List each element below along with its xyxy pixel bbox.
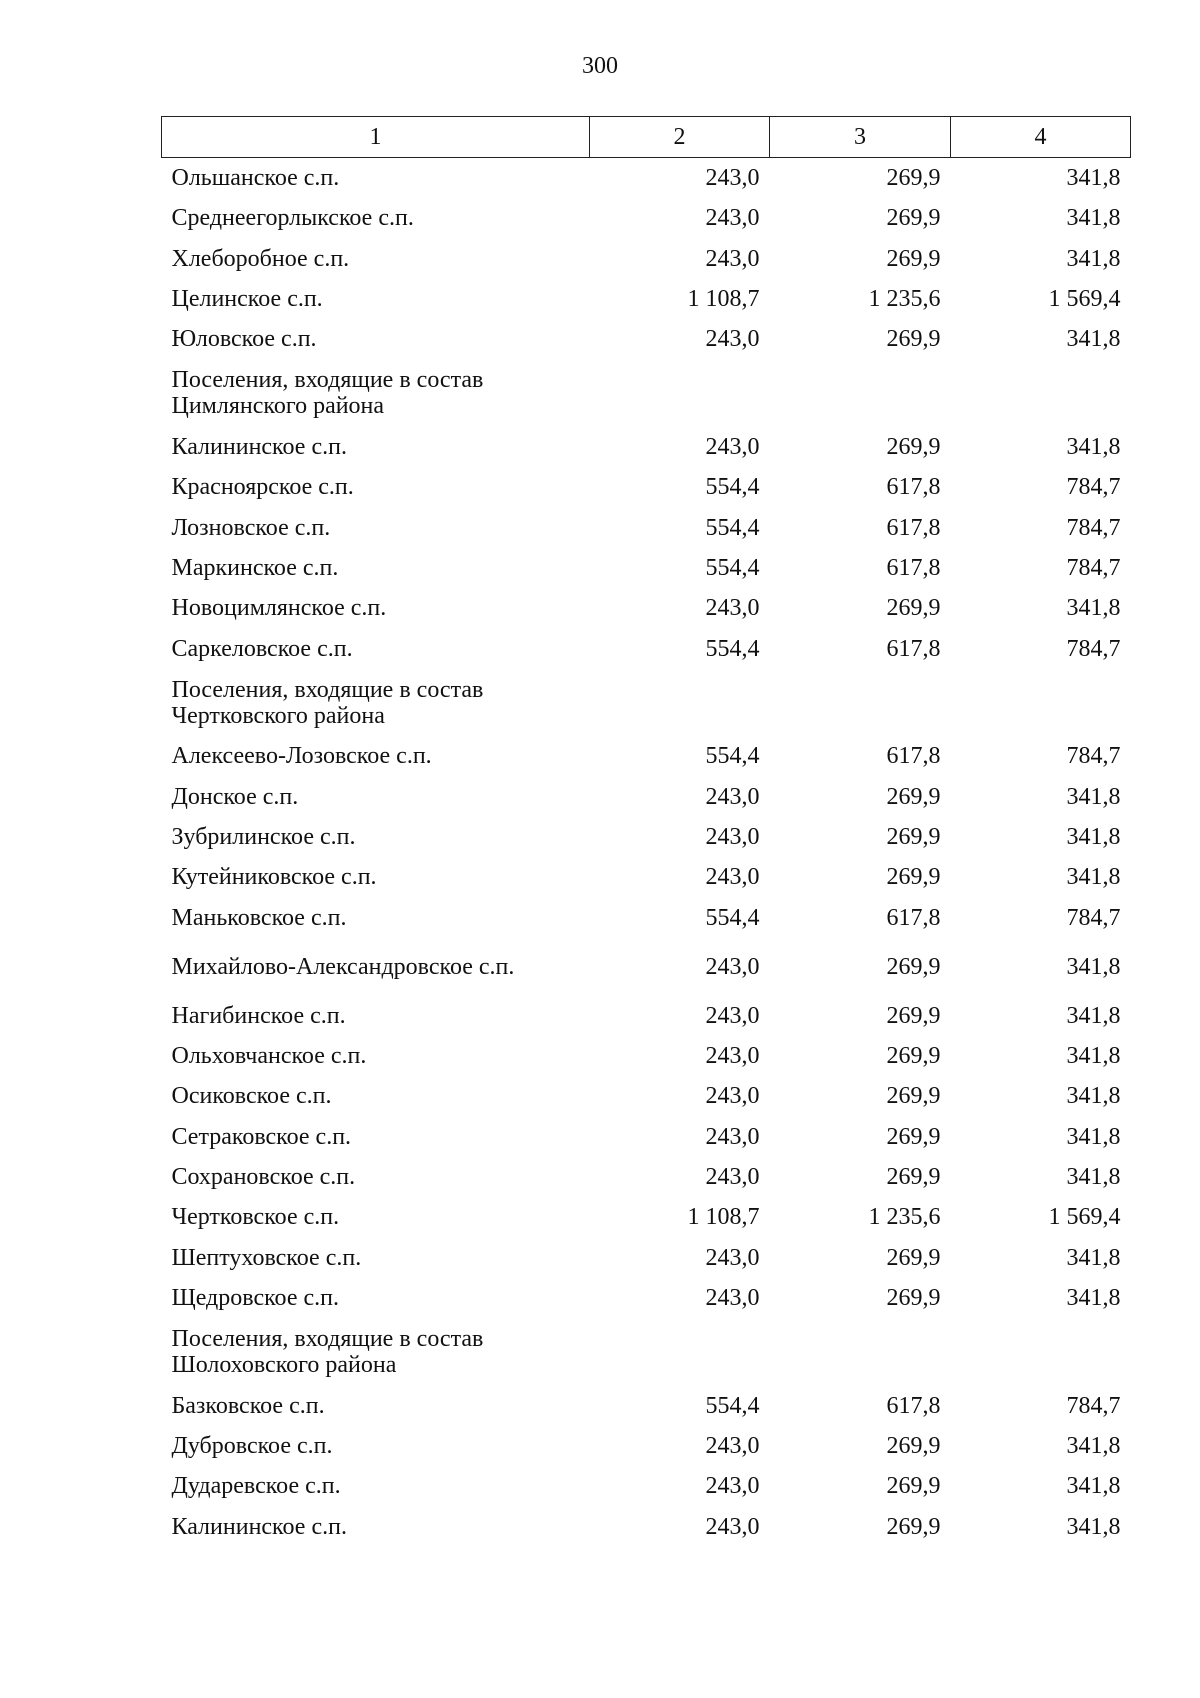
column-header-1: 1 — [162, 117, 590, 158]
value-column-2: 243,0 — [705, 1083, 760, 1110]
value-column-2: 243,0 — [705, 1164, 760, 1191]
value-column-2: 243,0 — [705, 595, 760, 622]
value-column-3: 1 235,6 — [868, 286, 941, 313]
table-row — [162, 158, 1131, 199]
value-column-3: 617,8 — [886, 635, 941, 662]
value-column-2: 243,0 — [705, 205, 760, 232]
group-heading-row — [162, 669, 1131, 737]
settlement-name: Чертковское с.п. — [171, 1204, 340, 1231]
value-column-4: 784,7 — [1066, 555, 1121, 582]
value-column-3: 617,8 — [886, 514, 941, 541]
value-column-4: 341,8 — [1066, 434, 1121, 461]
settlement-name: Алексеево-Лозовское с.п. — [171, 743, 432, 770]
table-row — [162, 467, 1131, 507]
value-column-4: 784,7 — [1066, 474, 1121, 501]
value-column-3: 269,9 — [886, 245, 941, 272]
table-row — [162, 279, 1131, 319]
group-heading: Поселения, входящие в состав Цимлянского района — [171, 367, 484, 420]
column-header-2: 2 — [590, 117, 770, 158]
empty-cell — [590, 669, 770, 737]
value-column-3: 617,8 — [886, 474, 941, 501]
table-row — [162, 198, 1131, 238]
value-column-2: 554,4 — [705, 1392, 760, 1419]
settlement-name: Среднеегорлыкское с.п. — [171, 205, 414, 232]
value-column-3: 269,9 — [886, 1083, 941, 1110]
empty-cell — [770, 1318, 951, 1386]
value-column-4: 341,8 — [1066, 1083, 1121, 1110]
value-column-3: 617,8 — [886, 904, 941, 931]
value-column-2: 243,0 — [705, 1123, 760, 1150]
value-column-4: 1 569,4 — [1048, 1204, 1121, 1231]
column-header-3: 3 — [770, 117, 951, 158]
value-column-4: 341,8 — [1066, 953, 1121, 980]
table-row — [162, 1466, 1131, 1506]
table-row — [162, 736, 1131, 776]
value-column-3: 617,8 — [886, 555, 941, 582]
value-column-4: 341,8 — [1066, 165, 1121, 192]
value-column-4: 784,7 — [1066, 635, 1121, 662]
value-column-4: 341,8 — [1066, 1002, 1121, 1029]
table-row — [162, 1197, 1131, 1237]
value-column-3: 269,9 — [886, 1473, 941, 1500]
empty-cell — [951, 1318, 1131, 1386]
value-column-3: 269,9 — [886, 1513, 941, 1540]
value-column-2: 243,0 — [705, 1002, 760, 1029]
table-row — [162, 1036, 1131, 1076]
empty-cell — [770, 669, 951, 737]
settlement-name: Зубрилинское с.п. — [171, 824, 356, 850]
value-column-3: 269,9 — [886, 953, 941, 980]
table-row — [162, 996, 1131, 1036]
value-column-4: 341,8 — [1066, 205, 1121, 232]
value-column-4: 341,8 — [1066, 595, 1121, 622]
settlement-name: Юловское с.п. — [171, 326, 317, 353]
settlement-name: Красноярское с.п. — [171, 474, 354, 501]
value-column-4: 784,7 — [1066, 514, 1121, 541]
empty-cell — [951, 359, 1131, 427]
value-column-3: 269,9 — [886, 205, 941, 232]
table-row — [162, 857, 1131, 897]
settlement-name: Лозновское с.п. — [171, 514, 331, 541]
value-column-2: 554,4 — [705, 514, 760, 541]
value-column-2: 243,0 — [705, 864, 760, 891]
empty-cell — [590, 1318, 770, 1386]
value-column-3: 269,9 — [886, 1284, 941, 1311]
table-row — [162, 1278, 1131, 1318]
value-column-4: 784,7 — [1066, 1392, 1121, 1419]
table-row — [162, 1157, 1131, 1197]
value-column-4: 341,8 — [1066, 1433, 1121, 1460]
value-column-2: 243,0 — [705, 953, 760, 980]
value-column-4: 341,8 — [1066, 1123, 1121, 1150]
value-column-2: 243,0 — [705, 1473, 760, 1500]
value-column-4: 341,8 — [1066, 783, 1121, 810]
table-row — [162, 508, 1131, 548]
value-column-2: 554,4 — [705, 474, 760, 501]
settlement-name: Саркеловское с.п. — [171, 635, 353, 662]
settlement-name: Базковское с.п. — [171, 1392, 325, 1419]
value-column-4: 784,7 — [1066, 743, 1121, 770]
settlement-name: Дударевское с.п. — [171, 1473, 341, 1500]
group-heading-row — [162, 1318, 1131, 1386]
value-column-2: 243,0 — [705, 1433, 760, 1460]
value-column-3: 269,9 — [886, 1043, 941, 1070]
settlement-name: Шептуховское с.п. — [171, 1244, 362, 1271]
value-column-2: 554,4 — [705, 904, 760, 931]
value-column-3: 269,9 — [886, 165, 941, 192]
settlement-name: Маньковское с.п. — [171, 904, 347, 931]
value-column-4: 341,8 — [1066, 245, 1121, 272]
group-heading: Поселения, входящие в состав Шолоховского района — [171, 1325, 484, 1378]
value-column-4: 1 569,4 — [1048, 286, 1121, 313]
group-heading-row — [162, 359, 1131, 427]
table-row — [162, 938, 1131, 996]
settlement-name: Щедровское с.п. — [171, 1284, 339, 1311]
value-column-4: 784,7 — [1066, 904, 1121, 931]
table-row — [162, 897, 1131, 937]
value-column-3: 269,9 — [886, 595, 941, 622]
settlement-name: Сохрановское с.п. — [171, 1164, 356, 1191]
value-column-3: 269,9 — [886, 1164, 941, 1191]
value-column-2: 243,0 — [705, 1284, 760, 1311]
table-row — [162, 817, 1131, 857]
value-column-2: 243,0 — [705, 1513, 760, 1540]
table-header — [162, 117, 1131, 158]
table-row — [162, 319, 1131, 359]
empty-cell — [951, 669, 1131, 737]
value-column-4: 341,8 — [1066, 824, 1121, 850]
value-column-3: 269,9 — [886, 1244, 941, 1271]
value-column-2: 243,0 — [705, 434, 760, 461]
value-column-3: 617,8 — [886, 1392, 941, 1419]
value-column-4: 341,8 — [1066, 1244, 1121, 1271]
page-number: 300 — [582, 53, 618, 79]
settlement-name: Кутейниковское с.п. — [171, 864, 377, 891]
value-column-3: 269,9 — [886, 1002, 941, 1029]
settlement-name: Донское с.п. — [171, 783, 299, 810]
value-column-3: 617,8 — [886, 743, 941, 770]
value-column-3: 269,9 — [886, 864, 941, 891]
value-column-3: 269,9 — [886, 1123, 941, 1150]
settlement-name: Дубровское с.п. — [171, 1433, 333, 1460]
value-column-4: 341,8 — [1066, 1473, 1121, 1500]
value-column-3: 269,9 — [886, 783, 941, 810]
settlement-name: Калининское с.п. — [171, 1513, 347, 1540]
settlement-name: Михайлово-Александровское с.п. — [171, 953, 515, 980]
table-row — [162, 1507, 1131, 1547]
table-row — [162, 777, 1131, 817]
empty-cell — [590, 359, 770, 427]
table-body — [162, 158, 1131, 1547]
settlements-table — [161, 116, 1131, 1547]
settlement-name: Осиковское с.п. — [171, 1083, 332, 1110]
table-row — [162, 1386, 1131, 1426]
value-column-4: 341,8 — [1066, 1284, 1121, 1311]
value-column-4: 341,8 — [1066, 326, 1121, 353]
value-column-4: 341,8 — [1066, 1513, 1121, 1540]
table-row — [162, 1076, 1131, 1116]
settlement-name: Целинское с.п. — [171, 286, 323, 313]
value-column-2: 243,0 — [705, 1244, 760, 1271]
table-row — [162, 548, 1131, 588]
settlement-name: Ольшанское с.п. — [171, 165, 340, 192]
settlement-name: Калининское с.п. — [171, 434, 347, 461]
value-column-3: 1 235,6 — [868, 1204, 941, 1231]
table-row — [162, 588, 1131, 628]
value-column-4: 341,8 — [1066, 1164, 1121, 1191]
table-row — [162, 628, 1131, 668]
table-row — [162, 1238, 1131, 1278]
value-column-2: 554,4 — [705, 635, 760, 662]
settlement-name: Сетраковское с.п. — [171, 1123, 352, 1150]
header-row — [162, 117, 1131, 158]
column-header-4: 4 — [951, 117, 1131, 158]
settlement-name: Хлеборобное с.п. — [171, 245, 350, 272]
value-column-4: 341,8 — [1066, 864, 1121, 891]
value-column-2: 1 108,7 — [687, 1204, 760, 1231]
value-column-2: 243,0 — [705, 326, 760, 353]
group-heading: Поселения, входящие в состав Чертковского района — [171, 676, 484, 729]
value-column-2: 1 108,7 — [687, 286, 760, 313]
value-column-4: 341,8 — [1066, 1043, 1121, 1070]
value-column-3: 269,9 — [886, 824, 941, 850]
settlement-name: Ольховчанское с.п. — [171, 1043, 367, 1070]
settlement-name: Новоцимлянское с.п. — [171, 595, 387, 622]
table-row — [162, 1117, 1131, 1157]
value-column-3: 269,9 — [886, 434, 941, 461]
empty-cell — [770, 359, 951, 427]
table-row — [162, 427, 1131, 467]
value-column-2: 554,4 — [705, 743, 760, 770]
value-column-2: 243,0 — [705, 1043, 760, 1070]
value-column-2: 243,0 — [705, 824, 760, 850]
settlement-name: Нагибинское с.п. — [171, 1002, 346, 1029]
table-row — [162, 239, 1131, 279]
value-column-3: 269,9 — [886, 326, 941, 353]
value-column-2: 243,0 — [705, 165, 760, 192]
settlement-name: Маркинское с.п. — [171, 555, 339, 582]
value-column-2: 243,0 — [705, 245, 760, 272]
value-column-2: 243,0 — [705, 783, 760, 810]
value-column-2: 554,4 — [705, 555, 760, 582]
value-column-3: 269,9 — [886, 1433, 941, 1460]
table-row — [162, 1426, 1131, 1466]
